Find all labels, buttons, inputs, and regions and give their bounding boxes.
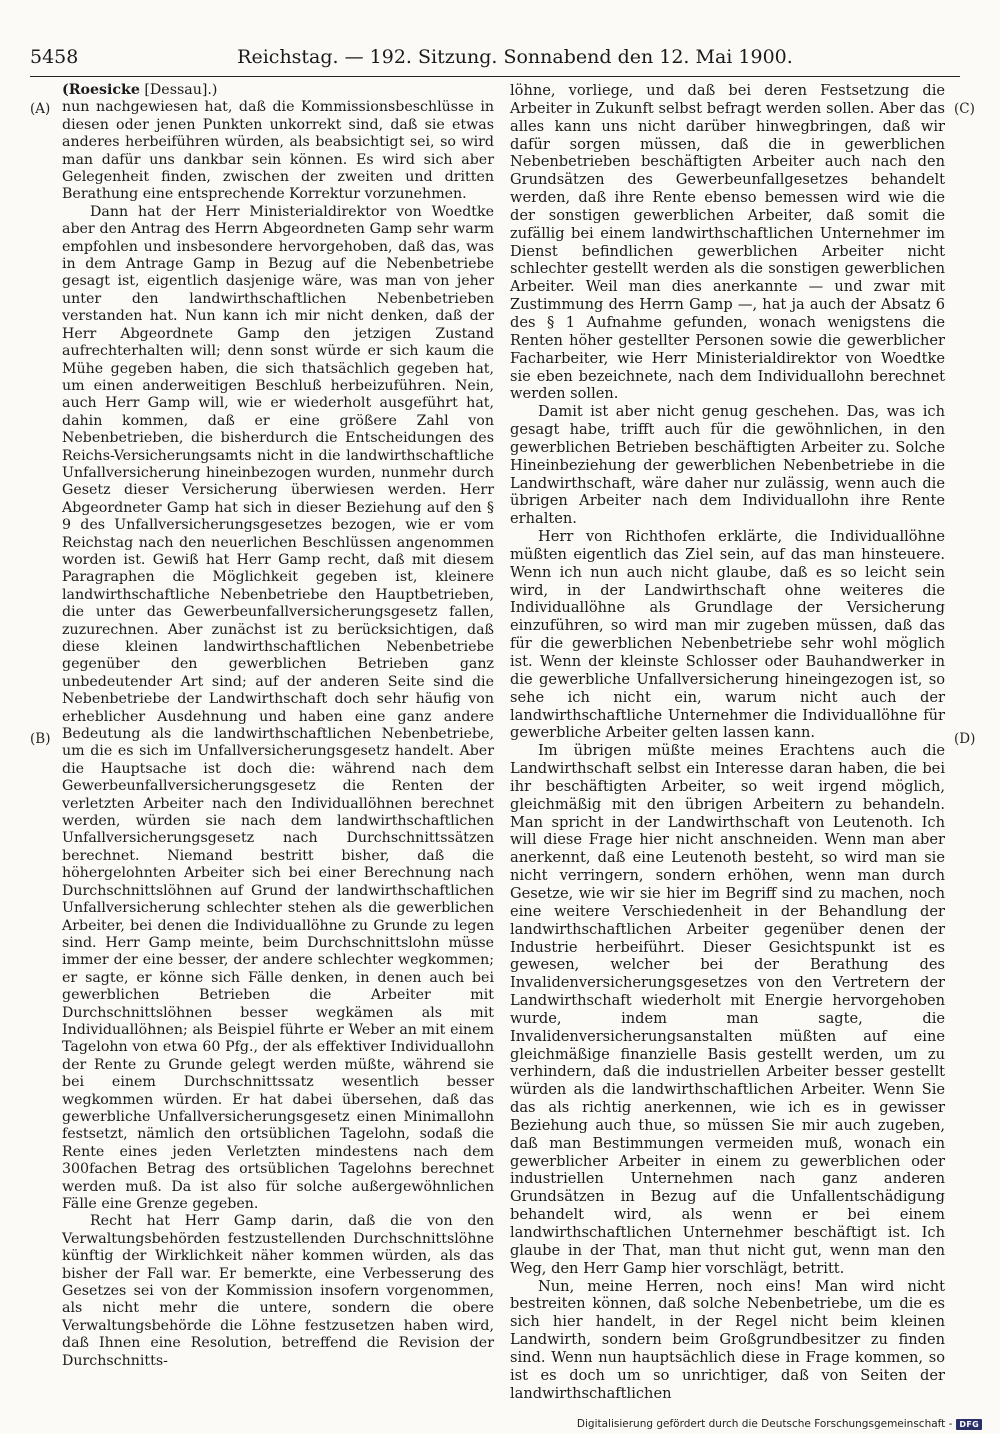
page-header [30, 40, 960, 74]
paragraph: Damit ist aber nicht genug geschehen. Das, was ich gesagt habe, trifft auch für die gewöhnlichen, in den gewerblichen Betrieben beschäftigten Arbeiter zu. Solche Hineinbeziehung der gewerblichen Nebenbetriebe in die Landwirthschaft, wäre daher nur zulässig, wenn auch die übrigen Arbeiter nach dem Individuallohn ihre Rente erhalten. [510, 403, 945, 528]
paragraph: Dann hat der Herr Ministerialdirektor von Woedtke aber den Antrag des Herrn Abgeordneten Gamp sehr warm empfohlen und insbesondere hervorgehoben, daß das, was in dem Antrage Gamp in Bezug auf die Nebenbetriebe gesagt ist, eigentlich dasjenige wäre, was man von jeher unter den landwirthschaftlichen Nebenbetrieben verstanden hat. Nun kann ich mir nicht denken, daß der Herr Abgeordnete Gamp den jetzigen Zustand aufrechterhalten will; denn sonst würde er sich kaum die Mühe gegeben haben, die sich thatsächlich gegeben hat, um einen anderweitigen Beschluß herbeizuführen. Nein, auch Herr Gamp will, wie er wiederholt ausgeführt hat, dahin kommen, daß er eine größere Zahl von Nebenbetrieben, die bisherdurch die Entscheidungen des Reichs-Versicherungsamts nicht in die landwirthschaftliche Unfallversicherung hineinbezogen wurden, nunmehr durch Gesetz dieser Versicherung überwiesen werden. Herr Abgeordneter Gamp hat sich in dieser Beziehung auf den § 9 des Unfallversicherungsgesetzes bezogen, wie er vom Reichstag nach den neuerlichen Beschlüssen angenommen worden ist. Gewiß hat Herr Gamp recht, daß mit diesem Paragraphen die Möglichkeit gegeben ist, kleinere landwirthschaftliche Nebenbetriebe den Hauptbetrieben, die unter das Gewerbeunfallversicherungsgesetz fallen, zuzurechnen. Aber zunächst ist zu berücksichtigen, daß diese kleinen landwirthschaftlichen Nebenbetriebe gegenüber den gewerblichen Betrieben ganz unbedeutender Art sind; auf der anderen Seite sind die Nebenbetriebe der Landwirthschaft doch sehr häufig von erheblicher Ausdehnung und haben eine ganz andere Bedeutung als die landwirthschaftlichen Nebenbetriebe, um die es sich im Unfallversicherungsgesetz handelt. Aber die Hauptsache ist doch die: während nach dem Gewerbeunfallversicherungsgesetz die Renten der verletzten Arbeiter nach den Individuallöhnen berechnet werden, würden sie nach dem landwirthschaftlichen Unfallversicherungsgesetz nach Durchschnittssätzen berechnet. Niemand bestritt bisher, daß die höhergelohnten Arbeiter sich bei einer Berechnung nach Durchschnittslöhnen auf Grund der landwirthschaftlichen Unfallversicherung schlechter stehen als die gewerblichen Arbeiter, bei denen die Individuallöhne zu Grunde zu legen sind. Herr Gamp meinte, beim Durchschnittslohn müsse immer der eine besser, der andere schlechter wegkommen; er sagte, er könne sich Fälle denken, in denen auch bei gewerblichen Betrieben die Arbeiter mit Durchschnittslöhnen besser wegkämen als mit Individuallöhnen; als Beispiel führte er Weber an mit einem Tagelohn von etwa 60 Pfg., der als effektiver Individuallohn der Rente zu Grunde gelegt werden müßte, während sie bei einem Durchschnittssatz wesentlich besser wegkommen würden. Er hat dabei übersehen, daß das gewerbliche Unfallversicherungsgesetz einen Minimallohn festsetzt, nämlich den ortsüblichen Tagelohn, sodaß die Rente eines jeden Verletzten mindestens nach dem 300fachen Betrag des ortsüblichen Tagelohns berechnet werden muß. Da ist also für solche außergewöhnlichen Fälle eine Grenze gegeben. [62, 203, 494, 1212]
header-rule [30, 76, 960, 77]
margin-mark-d: (D) [954, 731, 976, 747]
speaker-line [62, 82, 494, 99]
margin-mark-b: (B) [30, 731, 51, 747]
dfg-logo-icon: DFG [956, 1419, 982, 1430]
paragraph: Recht hat Herr Gamp darin, daß die von den Verwaltungsbehörden festzustellenden Durchschnittslöhne künftig der Wirklichkeit näher kommen würden, als das bisher der Fall war. Er bemerkte, eine Verbesserung des Gesetzes sei von der Kommission insofern vorgenommen, als nicht mehr die untere, sondern die obere Verwaltungsbehörde die Löhne festzusetzen haben wird, daß Ihnen eine Resolution, betreffend die Revision der Durchschnitts- [62, 1213, 494, 1369]
paragraph: Nun, meine Herren, noch eins! Man wird nicht bestreiten können, daß solche Nebenbetriebe, um die es sich hier handelt, in der Regel nicht beim kleinen Landwirth, sondern beim Großgrundbesitzer zu finden sind. Wenn nun hauptsächlich diese in Frage kommen, so ist es doch um so unrichtiger, daß von Seiten der landwirthschaftlichen [510, 1277, 945, 1402]
margin-mark-c: (C) [954, 101, 975, 117]
margin-mark-a: (A) [30, 101, 51, 117]
left-column [62, 82, 494, 1370]
page-title: Reichstag. — 192. Sitzung. Sonnabend den 12. Mai 1900. [237, 46, 793, 68]
footer-text: Digitalisierung gefördert durch die Deutsche Forschungsgemeinschaft - [576, 1418, 953, 1430]
paragraph: nun nachgewiesen hat, daß die Kommissionsbeschlüsse in diesen oder jenen Punkten unkorrekt sind, daß sie etwas anderes herbeiführen würden, als beabsichtigt sei, so wird man dafür uns dankbar sein können. Es wird sich aber Gelegenheit finden, zwischen der zweiten und dritten Berathung eine entsprechende Korrektur vorzunehmen. [62, 99, 494, 203]
speaker-note: [Dessau].) [139, 82, 218, 98]
paragraph: Herr von Richthofen erklärte, die Individuallöhne müßten eigentlich das Ziel sein, auf das man hinsteuere. Wenn ich nun auch nicht glaube, daß es so leicht sein wird, in der Landwirthschaft ohne weiteres die Individuallöhne als Grundlage der Versicherung einzuführen, so wird man mir zugeben müssen, daß das für die gewerblichen Nebenbetriebe sehr wohl möglich ist. Wenn der kleinste Schlosser oder Bauhandwerker in die gewerbliche Unfallversicherung hineingezogen ist, so sehe ich nicht ein, warum nicht auch der landwirthschaftliche Unternehmer die Individuallöhne für gewerbliche Arbeiter gelten lassen kann. [510, 528, 945, 742]
paragraph: Im übrigen müßte meines Erachtens auch die Landwirthschaft selbst ein Interesse daran haben, die bei ihr beschäftigten Arbeiter, so weit irgend möglich, gleichmäßig mit den übrigen Arbeitern zu behandeln. Man spricht in der Landwirthschaft von Leutenoth. Ich will diese Frage hier nicht anschneiden. Wenn man aber anerkennt, daß eine Leutenoth besteht, so wird man sie nicht verringern, sondern erhöhen, wenn man durch Gesetze, wie wir sie hier im Begriff sind zu machen, noch eine weitere Verschiedenheit in der Behandlung der landwirthschaftlichen Arbeiter gegenüber denen der Industrie herbeiführt. Dieser Gesichtspunkt ist es gewesen, welcher bei der Berathung des Invalidenversicherungsgesetzes von den Vertretern der Landwirthschaft wiederholt mit Energie hervorgehoben wurde, indem man sagte, die Invalidenversicherungsanstalten müßten auf eine gleichmäßige finanzielle Basis gestellt werden, um zu verhindern, daß die industriellen Arbeiter besser gestellt würden als die landwirthschaftlichen Arbeiter. Wenn Sie das als richtig anerkennen, wie ich es in gewisser Beziehung auch thue, so müssen Sie mir auch zugeben, daß man Bestimmungen vermeiden muß, wonach ein gewerblicher Arbeiter in einem zu gewerblichen oder industriellen Unternehmen nach ganz anderen Grundsätzen in Bezug auf die Unfallentschädigung behandelt wird, als wenn er bei einem landwirthschaftlichen Unternehmer beschäftigt ist. Ich glaube in der That, man thut nicht gut, wenn man den Weg, den Herr Gamp hier vorschlägt, betritt. [510, 742, 945, 1277]
paragraph: löhne, vorliege, und daß bei deren Festsetzung die Arbeiter in Zukunft selbst befragt werden sollen. Aber das alles kann uns nicht darüber hinwegbringen, daß wir dafür sorgen müssen, daß die in gewerblichen Nebenbetrieben beschäftigten Arbeiter auch nach den Grundsätzen des Gewerbeunfallgesetzes behandelt werden, daß ihre Rente ebenso bemessen wird wie die der sonstigen gewerblichen Arbeiter, daß somit die zufällig bei einem landwirthschaftlichen Unternehmer im Dienst befindlichen gewerblichen Arbeiter nicht schlechter gestellt werden als die sonstigen gewerblichen Arbeiter. Weil man dies anerkannte — und zwar mit Zustimmung des Herrn Gamp —, hat ja auch der Absatz 6 des § 1 Aufnahme gefunden, wonach wenigstens die Renten höher gestellter Personen sowie die gewerblicher Facharbeiter, wie Herr Ministerialdirektor von Woedtke sie eben bezeichnete, nach dem Individuallohn berechnet werden sollen. [510, 82, 945, 403]
speaker-name: (Roesicke [62, 82, 140, 98]
right-column [510, 82, 945, 1402]
digitization-footer [577, 1418, 982, 1430]
page-number: 5458 [30, 46, 79, 68]
